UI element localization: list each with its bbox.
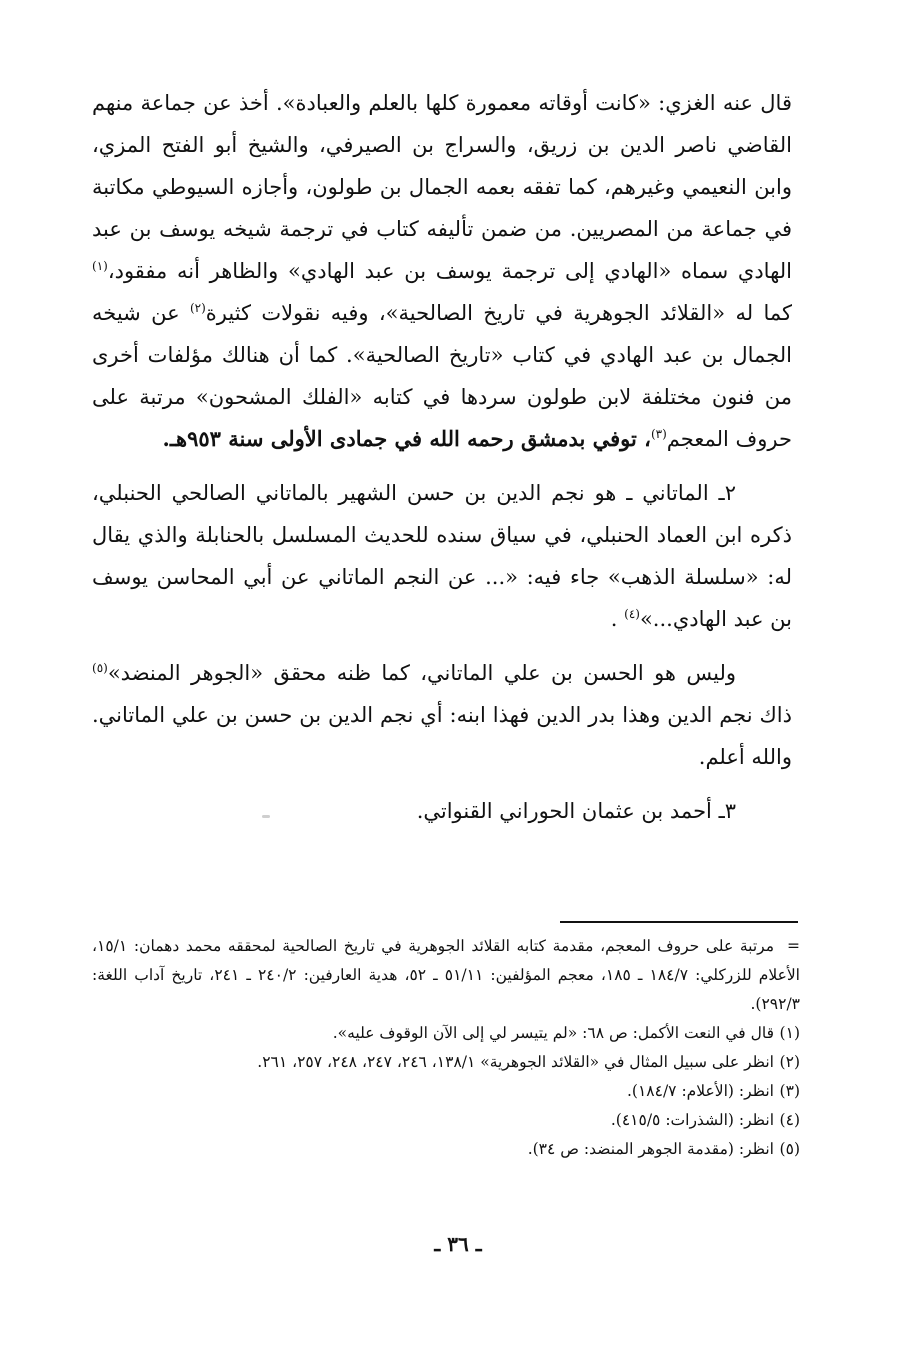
footnote-5	[92, 1135, 800, 1164]
footnote-ref-3[interactable]: (٣)	[650, 427, 667, 441]
scan-speck	[262, 815, 270, 818]
paragraph-qanawati	[92, 790, 792, 832]
footnote-text: انظر على سبيل المثال في «القلائد الجوهرية» ١٣٨/١، ٢٤٦، ٢٤٧، ٢٤٨، ٢٥٧، ٢٦١.	[257, 1053, 774, 1071]
footnote-text: انظر: (الشذرات: ٤١٥/٥).	[610, 1111, 774, 1129]
footnote-ref-5[interactable]: (٥)	[92, 661, 108, 675]
main-text	[92, 82, 792, 832]
footnote-3	[92, 1077, 800, 1106]
footnote-text: انظر: (الأعلام: ١٨٤/٧).	[627, 1082, 774, 1100]
footnote-number: (٥)	[779, 1140, 800, 1158]
page-number: ـ ٣٦ ـ	[434, 1232, 482, 1256]
paragraph-matani	[92, 472, 792, 640]
footnote-2	[92, 1048, 800, 1077]
paragraph-text: ذاك نجم الدين وهذا بدر الدين فهذا ابنه: أي نجم الدين بن حسن بن علي الماتاني. والله أعلم.	[92, 703, 792, 769]
paragraph-text: ، توفي بدمشق رحمه الله في جمادى الأولى سنة ٩٥٣هـ.	[162, 426, 651, 451]
paragraph-ibn-tulun	[92, 82, 792, 460]
footnote-number: (٢)	[779, 1053, 800, 1071]
continuation-marker: =	[787, 937, 800, 955]
paragraph-text: وليس هو الحسن بن علي الماتاني، كما ظنه محقق «الجوهر المنضد»	[107, 661, 736, 685]
footnote-ref-1[interactable]: (١)	[92, 259, 108, 273]
footnote-4	[92, 1106, 800, 1135]
paragraph-text: عن شيخه الجمال بن عبد الهادي في كتاب «تاريخ الصالحية». كما أن هنالك مؤلفات أخرى من فنون مختلفة لابن طولون سردها في كتابه «الفلك المشحون» مرتبة على حروف المعجم	[92, 301, 792, 451]
footnote-text: مرتبة على حروف المعجم، مقدمة كتابه القلائد الجوهرية في تاريخ الصالحية لمحققه محمد دهمان: ١٥/١، الأعلام للزركلي: ١٨٤/٧ ـ ١٨٥، معجم المؤلفين: ٥١/١١ ـ ٥٢، هدية العارفين: ٢٤٠/٢ ـ ٢٤١، تاريخ آداب اللغة: ٢٩٢/٣).	[92, 937, 800, 1013]
footnote-number: (١)	[779, 1024, 800, 1042]
paragraph-hasan-matani	[92, 652, 792, 778]
paragraph-text: كما له «القلائد الجوهرية في تاريخ الصالحية»، وفيه نقولات كثيرة	[205, 301, 792, 325]
footnote-ref-4[interactable]: (٤)	[624, 607, 640, 621]
footnotes	[92, 932, 800, 1164]
footnote-1	[92, 1019, 800, 1048]
footnote-ref-2[interactable]: (٢)	[189, 301, 206, 315]
paragraph-text: ٣ـ أحمد بن عثمان الحوراني القنواتي.	[416, 799, 736, 823]
footnote-text: قال في النعت الأكمل: ص ٦٨: «لم يتيسر لي إلى الآن الوقوف عليه».	[332, 1024, 774, 1042]
paragraph-text: .	[610, 607, 625, 631]
paragraph-text: ٢ـ الماتاني ـ هو نجم الدين بن حسن الشهير بالماتاني الصالحي الحنبلي، ذكره ابن العماد الحنبلي، في سياق سنده للحديث المسلسل بالحنابلة والذي يقال له: «سلسلة الذهب» جاء فيه: «... عن النجم الماتاني عن أبي المحاسن يوسف بن عبد الهادي...»	[92, 481, 792, 631]
paragraph-text: قال عنه الغزي: «كانت أوقاته معمورة كلها بالعلم والعبادة». أخذ عن جماعة منهم القاضي ناصر الدين بن زريق، والسراج بن الصيرفي، والشيخ أبو الفتح المزي، وابن النعيمي وغيرهم، كما تفقه بعمه الجمال بن طولون، وأجازه السيوطي مكاتبة في جماعة من المصريين. من ضمن تأليفه كتاب في ترجمة شيخه يوسف بن عبد الهادي سماه «الهادي إلى ترجمة يوسف بن عبد الهادي» والظاهر أنه مفقود،	[92, 91, 792, 283]
footnote-number: (٣)	[779, 1082, 800, 1100]
footnote-text: انظر: (مقدمة الجوهر المنضد: ص ٣٤).	[527, 1140, 774, 1158]
footnote-separator	[560, 921, 798, 923]
footnote-continuation	[92, 932, 800, 1019]
footnote-number: (٤)	[779, 1111, 800, 1129]
